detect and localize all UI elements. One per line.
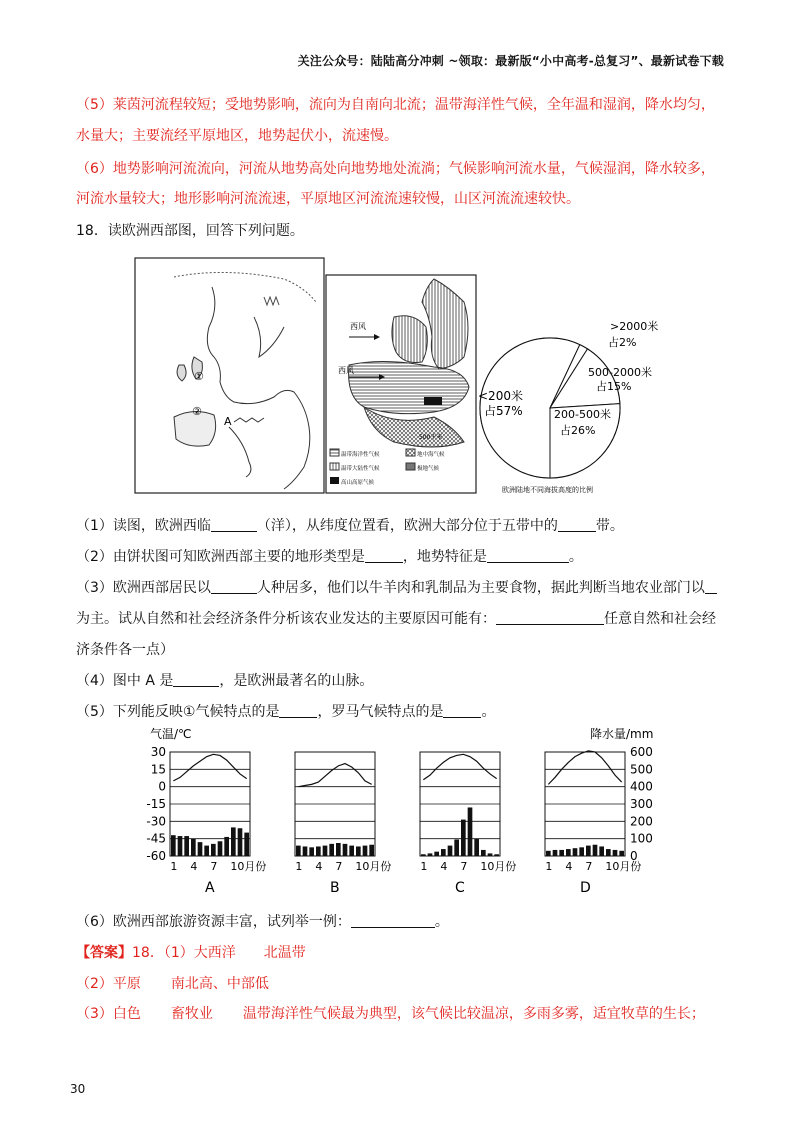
q5-text-a: （5）下列能反映①气候特点的是	[76, 704, 280, 720]
wind-label-1: 西风	[350, 322, 366, 331]
precip-bar	[566, 849, 571, 856]
climate-chart-D	[545, 751, 641, 896]
q3-blank-reasons[interactable]	[496, 610, 604, 625]
temp-tick-label: 0	[158, 779, 166, 794]
precip-bar	[488, 853, 493, 856]
precip-bar	[579, 847, 584, 856]
q3-blank-agriculture[interactable]	[705, 579, 717, 594]
pie-share-lt200: 占57%	[484, 404, 523, 418]
answer-2	[76, 974, 269, 994]
precip-bar	[238, 828, 243, 856]
chart-title-C: C	[455, 880, 465, 896]
page-header: 关注公众号：陆陆高分冲刺 ~领取：最新版“小中高考-总复习”、最新试卷下载	[297, 54, 724, 68]
precip-bar	[553, 850, 558, 856]
prev-answer-6-line2: 河流水量较大；地形影响河流流速，平原地区河流流速较慢，山区河流流速较快。	[76, 191, 580, 207]
temp-tick-label: -45	[146, 831, 166, 846]
prev-answer-6-line1: （6）地势影响河流流向，河流从地势高处向地势地处流淌；气候影响河流水量，气候湿润，降水较多，	[76, 161, 715, 177]
precip-bar	[303, 846, 308, 856]
q4-text-a: （4）图中 A 是	[76, 673, 174, 689]
precip-bar	[204, 846, 209, 856]
precip-bar	[481, 850, 486, 856]
month-tick-label: 10月份	[355, 860, 392, 873]
precip-bar	[559, 850, 564, 856]
pie-label-gt2000: >2000米	[610, 320, 659, 333]
question-4	[76, 671, 373, 691]
precip-bar	[198, 842, 203, 856]
precip-bar	[323, 846, 328, 856]
temp-tick-label: -30	[146, 814, 166, 829]
month-tick-label: 10月份	[605, 860, 642, 873]
month-tick-label: 4	[315, 860, 323, 873]
q2-blank-feature[interactable]	[487, 548, 569, 563]
answer-3	[76, 1004, 705, 1024]
precip-axis-label: 降水量/mm	[590, 727, 654, 741]
month-tick-label: 1	[420, 860, 428, 873]
precip-bar	[343, 844, 348, 856]
pie-share-200-500: 占26%	[560, 424, 596, 437]
pie-share-500-2000: 占15%	[596, 380, 632, 393]
prev-answer-5-line1: （5）莱茵河流程较短；受地势影响，流向为自南向北流；温带海洋性气候，全年温和湿润，降水均匀，	[76, 97, 715, 113]
q1-text-b: （洋），从纬度位置看，欧洲大部分位于五带中的	[256, 518, 558, 534]
climate-chart-B	[295, 752, 391, 896]
question-title: 18．读欧洲西部图，回答下列问题。	[76, 223, 304, 239]
precip-bar	[599, 846, 604, 856]
temp-tick-label: 30	[150, 745, 166, 759]
answer-tag: 【答案】	[76, 945, 132, 961]
pie-label-lt200: <200米	[478, 389, 523, 403]
month-tick-label: 7	[210, 860, 218, 873]
precip-bar	[448, 846, 453, 856]
q2-text-c: 。	[568, 549, 583, 565]
temp-tick-label: -60	[146, 849, 166, 863]
q5-blank-rome[interactable]	[443, 703, 481, 718]
answer-3-race: （3）白色	[76, 1006, 141, 1022]
answer-2-feature: 南北高、中部低	[170, 976, 269, 992]
legend-polar: 极地气候	[417, 466, 440, 472]
q6-blank-resource[interactable]	[351, 913, 435, 928]
precip-bar	[316, 846, 321, 856]
precip-bar	[329, 844, 334, 856]
answer-3-reason: 温带海洋性气候最为典型，该气候比较温凉，多雨多雾，适宜牧草的生长；	[242, 1006, 705, 1022]
prev-answer-5-line2: 水量大；主要流经平原地区，地势起伏小，流速慢。	[76, 128, 398, 144]
page-number: 30	[70, 1082, 86, 1096]
precip-tick-label: 200	[630, 814, 653, 829]
answer-1-ocean: 18．（1）大西洋	[132, 945, 236, 961]
precip-bar	[349, 846, 354, 856]
month-tick-label: 4	[565, 860, 573, 873]
pie-label-200-500: 200-500米	[554, 408, 611, 421]
question-5	[76, 702, 495, 722]
precip-bar	[606, 849, 611, 856]
q3-blank-race[interactable]	[211, 579, 257, 594]
answer-3-agriculture: 畜牧业	[170, 1006, 213, 1022]
precip-bar	[593, 845, 598, 856]
precip-bar	[613, 850, 618, 856]
precip-bar	[356, 846, 361, 856]
q2-blank-terrain[interactable]	[365, 548, 403, 563]
precip-bar	[468, 807, 473, 856]
q3-text-b: 人种居多，他们以牛羊肉和乳制品为主要食物，据此判断当地农业部门以	[256, 580, 705, 596]
q5-text-b: ，罗马气候特点的是	[317, 704, 444, 720]
q6-text-b: 。	[434, 914, 449, 930]
climate-charts	[140, 724, 680, 904]
precip-bar	[336, 843, 341, 856]
q2-text-a: （2）由饼状图可知欧洲西部主要的地形类型是	[76, 549, 365, 565]
month-tick-label: 10月份	[230, 860, 267, 873]
precip-bar	[474, 839, 479, 856]
precip-tick-label: 300	[630, 797, 653, 811]
precip-bar	[218, 841, 223, 856]
q3-text-d: 任意自然和社会经	[604, 611, 716, 627]
month-tick-label: 7	[585, 860, 593, 873]
precip-tick-label: 600	[630, 745, 653, 759]
month-tick-label: 4	[440, 860, 448, 873]
temp-axis-label: 气温/℃	[150, 727, 192, 741]
answer-1-zone: 北温带	[263, 945, 306, 961]
month-tick-label: 1	[545, 860, 553, 873]
q3-text-c: 为主。试从自然和社会经济条件分析该农业发达的主要原因可能有：	[76, 611, 496, 627]
precip-bar	[211, 844, 216, 856]
month-tick-label: 10月份	[480, 860, 517, 873]
temp-tick-label: -15	[146, 797, 166, 811]
precip-bar	[224, 837, 229, 856]
q1-blank-ocean[interactable]	[211, 517, 257, 532]
q5-text-c: 。	[481, 704, 496, 720]
q4-text-b: ，是欧洲最著名的山脉。	[219, 673, 374, 689]
precip-bar	[573, 848, 578, 856]
precip-bar	[369, 845, 374, 856]
q4-blank-mountain[interactable]	[173, 672, 219, 687]
precip-bar	[494, 854, 499, 856]
precip-bar	[461, 820, 466, 856]
question-3-line2	[76, 609, 716, 629]
precip-bar	[231, 827, 236, 856]
pie-share-gt2000: 占2%	[608, 336, 637, 349]
legend-continental: 温带大陆性气候	[341, 466, 380, 472]
legend-mediterranean: 地中海气候	[417, 452, 445, 458]
question-3-line1	[76, 578, 717, 598]
precip-bar	[546, 851, 551, 856]
climate-chart-C	[420, 752, 516, 896]
precip-tick-label: 0	[630, 849, 638, 863]
q1-text-a: （1）读图，欧洲西临	[76, 518, 211, 534]
wind-label-2: 西风	[338, 366, 354, 375]
map-marker-1: ①	[194, 370, 204, 383]
precip-bar	[178, 836, 183, 856]
precip-bar	[454, 840, 459, 856]
question-6	[76, 912, 449, 932]
precip-bar	[586, 846, 591, 856]
precip-bar	[428, 853, 433, 856]
question-3-line3: 济条件各一点）	[76, 642, 174, 658]
q1-text-c: 带。	[595, 518, 624, 534]
precip-bar	[441, 849, 446, 856]
answer-1	[76, 943, 306, 963]
legend-highland: 高山高原气候	[341, 480, 375, 486]
month-tick-label: 4	[190, 860, 198, 873]
precip-bar	[171, 835, 176, 856]
precip-tick-label: 400	[630, 779, 653, 794]
answer-2-terrain: （2）平原	[76, 976, 141, 992]
map-marker-A: A	[224, 415, 232, 428]
precip-bar	[619, 851, 624, 856]
q5-blank-1[interactable]	[279, 703, 317, 718]
climate-chart-A	[170, 752, 266, 896]
elevation-pie-chart	[460, 300, 660, 500]
precip-bar	[191, 839, 196, 856]
precip-bar	[363, 846, 368, 856]
precip-bar	[296, 846, 301, 856]
q2-text-b: ，地势特征是	[402, 549, 487, 565]
month-tick-label: 1	[170, 860, 178, 873]
map-scale: 500千米	[419, 434, 443, 441]
pie-caption: 欧洲陆地不同海拔高度的比例	[502, 486, 593, 494]
precip-bar	[309, 847, 314, 856]
q3-text-a: （3）欧洲西部居民以	[76, 580, 211, 596]
chart-title-A: A	[205, 880, 215, 896]
question-2	[76, 547, 583, 567]
chart-title-D: D	[580, 880, 591, 896]
month-tick-label: 1	[295, 860, 303, 873]
precip-tick-label: 100	[630, 831, 653, 846]
precip-bar	[434, 852, 439, 856]
question-1	[76, 516, 624, 536]
legend-oceanic: 温带海洋性气候	[341, 452, 380, 458]
chart-title-B: B	[330, 880, 340, 896]
month-tick-label: 7	[335, 860, 343, 873]
month-tick-label: 7	[460, 860, 468, 873]
pie-label-500-2000: 500-2000米	[588, 366, 652, 379]
precip-tick-label: 500	[630, 762, 653, 777]
precip-bar	[421, 854, 426, 856]
q6-text-a: （6）欧洲西部旅游资源丰富，试列举一例：	[76, 914, 351, 930]
precip-bar	[184, 836, 189, 856]
temp-tick-label: 15	[150, 762, 166, 777]
map-marker-2: ②	[192, 405, 202, 418]
precip-bar	[244, 833, 249, 856]
q1-blank-zone[interactable]	[558, 517, 596, 532]
